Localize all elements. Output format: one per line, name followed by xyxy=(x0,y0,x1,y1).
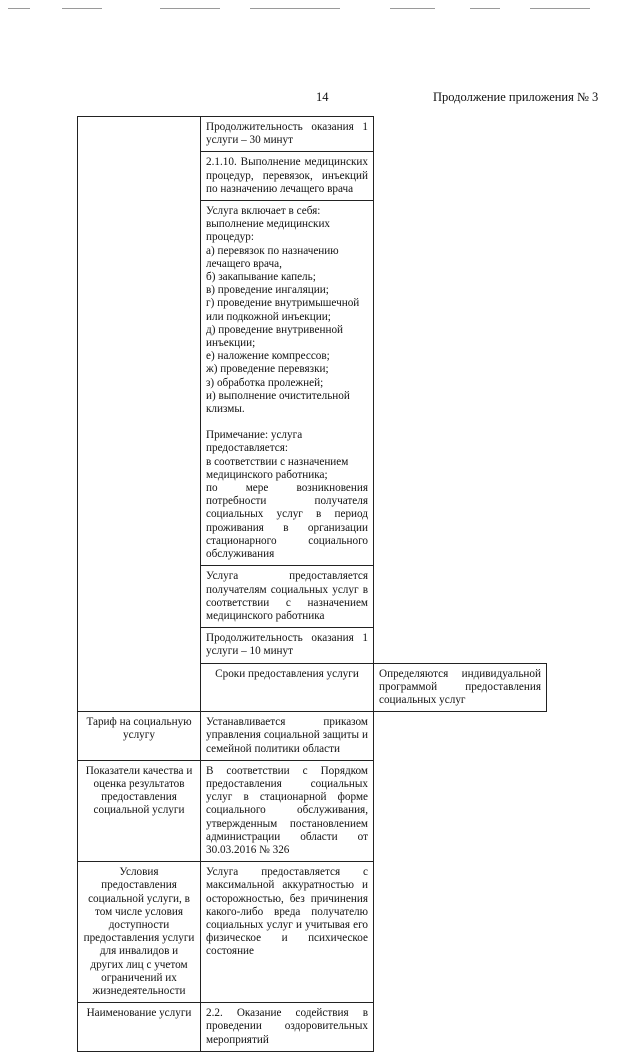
duration-30-cell: Продолжительность оказания 1 услуги – 30 минут xyxy=(201,117,374,152)
table-row xyxy=(78,760,547,861)
includes-line: б) закапывание капель; xyxy=(206,271,316,284)
note-line: Примечание: услуга предоставляется: xyxy=(206,429,303,455)
includes-line: выполнение медицинских процедур: xyxy=(206,218,331,244)
quality-label: Показатели качества и оценка результатов предоставления социальной услуги xyxy=(78,760,201,861)
table-row xyxy=(78,1003,547,1052)
tariff-value: Устанавливается приказом управления социальной защиты и семейной политики области xyxy=(201,712,374,761)
includes-line: в) проведение ингаляции; xyxy=(206,284,329,297)
terms-value: Определяются индивидуальной программой предоставления социальных услуг xyxy=(374,663,547,712)
includes-line: е) наложение компрессов; xyxy=(206,350,330,363)
includes-line: д) проведение внутривенной инъекции; xyxy=(206,323,344,350)
scan-artifact-line xyxy=(0,8,639,10)
page-number: 14 xyxy=(316,90,329,104)
service-includes-cell xyxy=(201,201,374,566)
table-row xyxy=(78,862,547,1003)
conditions-value: Услуга предоставляется с максимальной аккуратностью и осторожностью, без причинения какого-либо вреда получателю социальных услуг и учитывая его физическое и психическое состояние xyxy=(201,862,374,1003)
conditions-label: Условия предоставления социальной услуги, в том числе условия доступности предоставления услуги для инвалидов и других лиц с учетом ограничений их жизнедеятельности xyxy=(78,862,201,1003)
includes-line: г) проведение внутримышечной или подкожной инъекции; xyxy=(206,297,360,323)
duration-10-cell: Продолжительность оказания 1 услуги – 10 минут xyxy=(201,628,374,663)
includes-line: Услуга включает в себя: xyxy=(206,205,321,218)
includes-line: ж) проведение перевязки; xyxy=(206,363,329,376)
service-table xyxy=(77,116,547,1052)
tariff-label: Тариф на социальную услугу xyxy=(78,712,201,761)
note-line: по мере возникновения потребности получателя социальных услуг в период проживания в организации стационарного социального обслуживания xyxy=(206,482,368,561)
includes-line: а) перевязок по назначению лечащего врача, xyxy=(206,244,339,270)
empty-left-cell xyxy=(78,117,201,712)
table-row xyxy=(78,117,547,152)
table-row xyxy=(78,712,547,761)
appendix-continuation-header: Продолжение приложения № 3 xyxy=(433,90,599,104)
quality-value: В соответствии с Порядком предоставления социальных услуг в стационарной форме социального обслуживания, утвержденным постановлением администрации области от 30.03.2016 № 326 xyxy=(201,760,374,861)
service-name-label: Наименование услуги xyxy=(78,1003,201,1052)
includes-line: и) выполнение очистительной клизмы. xyxy=(206,389,350,416)
terms-label: Сроки предоставления услуги xyxy=(201,663,374,712)
service-name-value: 2.2. Оказание содействия в проведении оздоровительных мероприятий xyxy=(201,1003,374,1052)
note-line: в соответствии с назначением медицинского работника; xyxy=(206,455,349,481)
service-2-1-10-cell: 2.1.10. Выполнение медицинских процедур, перевязок, инъекций по назначению лечащего врача xyxy=(201,152,374,201)
provided-cell: Услуга предоставляется получателям социальных услуг в соответствии с назначением медицинского работника xyxy=(201,566,374,628)
includes-line: з) обработка пролежней; xyxy=(206,376,324,389)
